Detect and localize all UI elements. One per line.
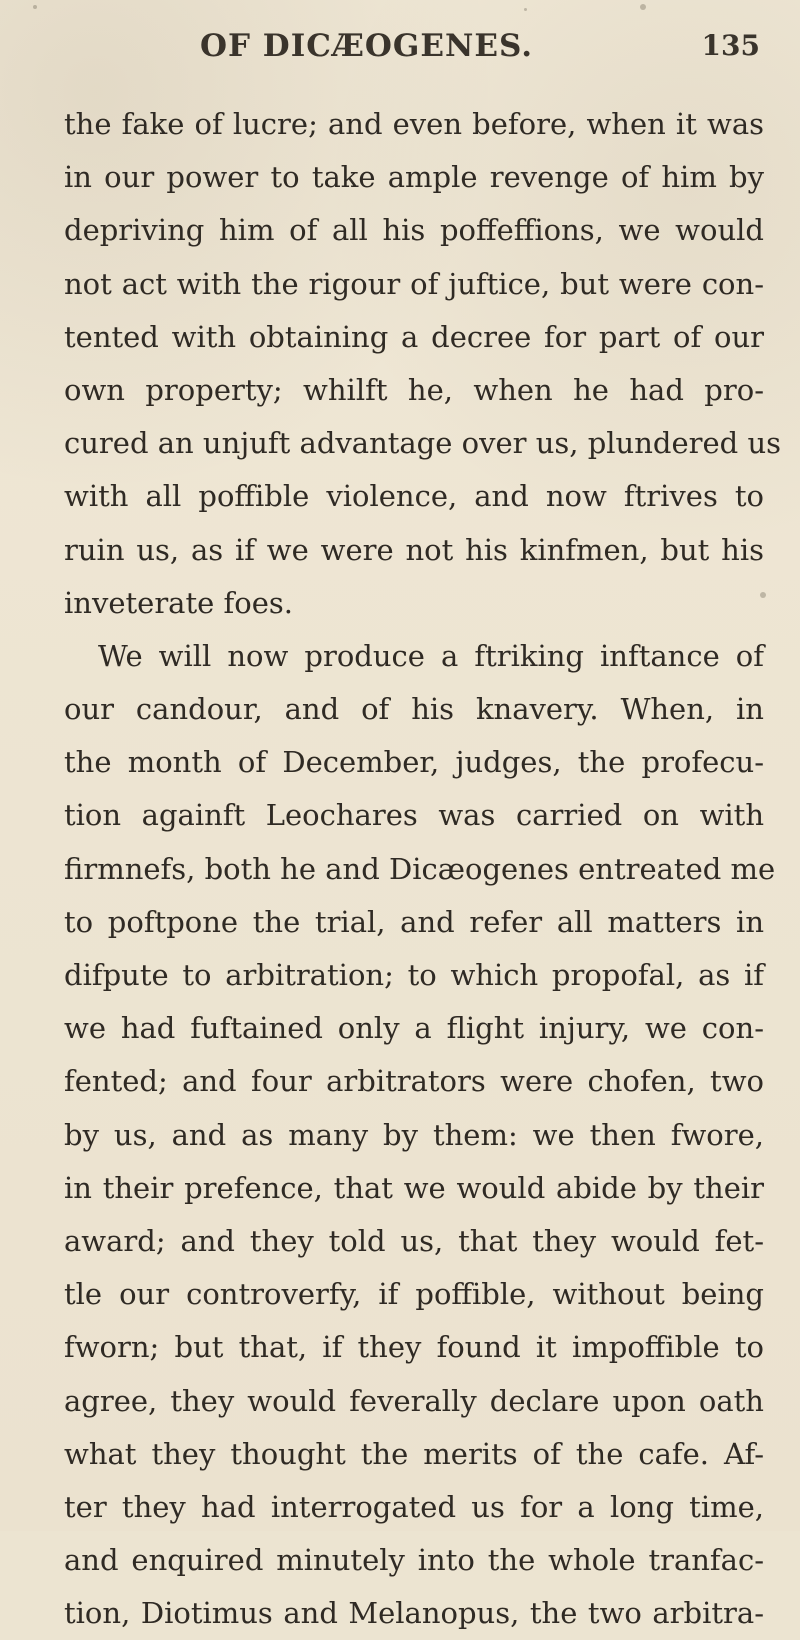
- body-line: depriving him of all his poffeffions, we would: [64, 213, 764, 248]
- body-line: in their prefence, that we would abide by their: [64, 1170, 764, 1205]
- running-title: OF DICÆOGENES.: [200, 28, 534, 64]
- body-line: fworn; but that, if they found it impoffible to: [64, 1330, 764, 1365]
- body-line: ruin us, as if we were not his kinfmen, but his: [64, 532, 764, 567]
- body-text: [64, 98, 781, 1640]
- body-line: to poftpone the trial, and refer all matters in: [64, 904, 764, 939]
- body-line: what they thought the merits of the cafe. Af-: [64, 1436, 764, 1471]
- body-line: our candour, and of his knavery. When, in: [64, 692, 764, 727]
- body-line: tion, Diotimus and Melanopus, the two arbitra-: [64, 1596, 764, 1631]
- body-line: the month of December, judges, the profecu-: [64, 745, 764, 780]
- body-line: the fake of lucre; and even before, when it was: [64, 107, 764, 141]
- paper-speck: [524, 8, 527, 11]
- body-line: with all poffible violence, and now ftrives to: [64, 479, 764, 514]
- body-line: firmnefs, both he and Dicæogenes entreated me: [64, 851, 776, 886]
- body-line: own property; whilft he, when he had pro-: [64, 372, 764, 407]
- body-line: ter they had interrogated us for a long time,: [64, 1489, 764, 1524]
- body-line: cured an unjuft advantage over us, plundered us: [64, 426, 781, 461]
- body-line: tented with obtaining a decree for part of our: [64, 319, 764, 354]
- body-line: and enquired minutely into the whole tranfac-: [64, 1543, 764, 1578]
- paragraph-first-line: We will now produce a ftriking inftance of: [98, 638, 764, 673]
- body-line: tle our controverfy, if poffible, without being: [64, 1277, 764, 1312]
- body-line: tion againft Leochares was carried on with: [64, 798, 764, 833]
- paper-speck: [33, 5, 37, 9]
- page-header: [0, 28, 800, 84]
- body-line: we had fuftained only a flight injury, we con-: [64, 1011, 764, 1046]
- body-line: award; and they told us, that they would fet-: [64, 1223, 764, 1258]
- body-line: in our power to take ample revenge of him by: [64, 160, 764, 195]
- body-line: agree, they would feverally declare upon oath: [64, 1383, 764, 1418]
- body-line: by us, and as many by them: we then fwore,: [64, 1117, 764, 1152]
- body-line: fented; and four arbitrators were chofen, two: [64, 1064, 764, 1099]
- body-line: inveterate foes.: [64, 585, 293, 620]
- body-line: difpute to arbitration; to which propofal, as if: [64, 958, 764, 992]
- paper-speck: [640, 4, 646, 10]
- page-number: 135: [701, 29, 760, 62]
- body-line: not act with the rigour of juftice, but were con-: [64, 266, 764, 301]
